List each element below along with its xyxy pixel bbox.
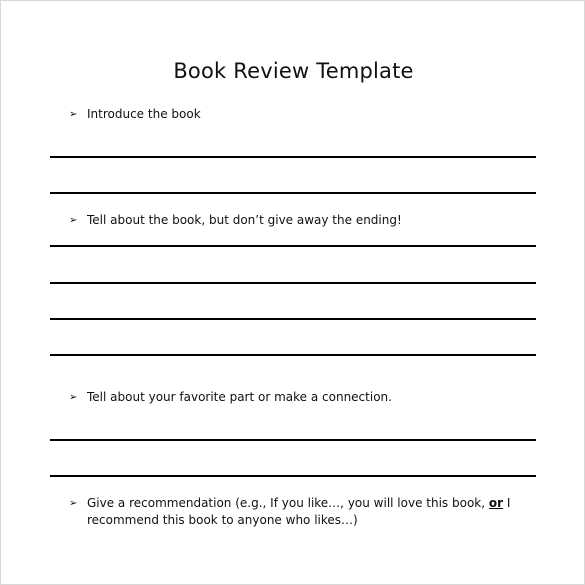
prompt-text: Tell about the book, but don’t give away the ending! (87, 213, 402, 227)
prompt-text-continued: recommend this book to anyone who likes…) (87, 513, 358, 527)
prompt-introduce (69, 106, 201, 123)
bullet-arrow-icon: ➢ (69, 109, 78, 120)
writing-line (50, 192, 536, 194)
document-title: Book Review Template (173, 59, 414, 83)
writing-line (50, 245, 536, 247)
writing-line (50, 282, 536, 284)
prompt-text: Tell about your favorite part or make a connection. (87, 390, 392, 404)
writing-line (50, 475, 536, 477)
bullet-arrow-icon: ➢ (69, 392, 78, 403)
writing-line (50, 156, 536, 158)
emphasis-or: or (488, 496, 504, 510)
prompt-text: Introduce the book (87, 107, 201, 121)
writing-line (50, 318, 536, 320)
bullet-arrow-icon: ➢ (69, 215, 78, 226)
bullet-arrow-icon: ➢ (69, 498, 78, 509)
prompt-recommendation (69, 495, 510, 529)
writing-line (50, 354, 536, 356)
prompt-favorite-part (69, 389, 392, 406)
writing-line (50, 439, 536, 441)
prompt-tell-about (69, 212, 402, 229)
prompt-text: Give a recommendation (e.g., If you like…, you will love this book, (87, 496, 486, 510)
prompt-text-end: I (506, 496, 511, 510)
